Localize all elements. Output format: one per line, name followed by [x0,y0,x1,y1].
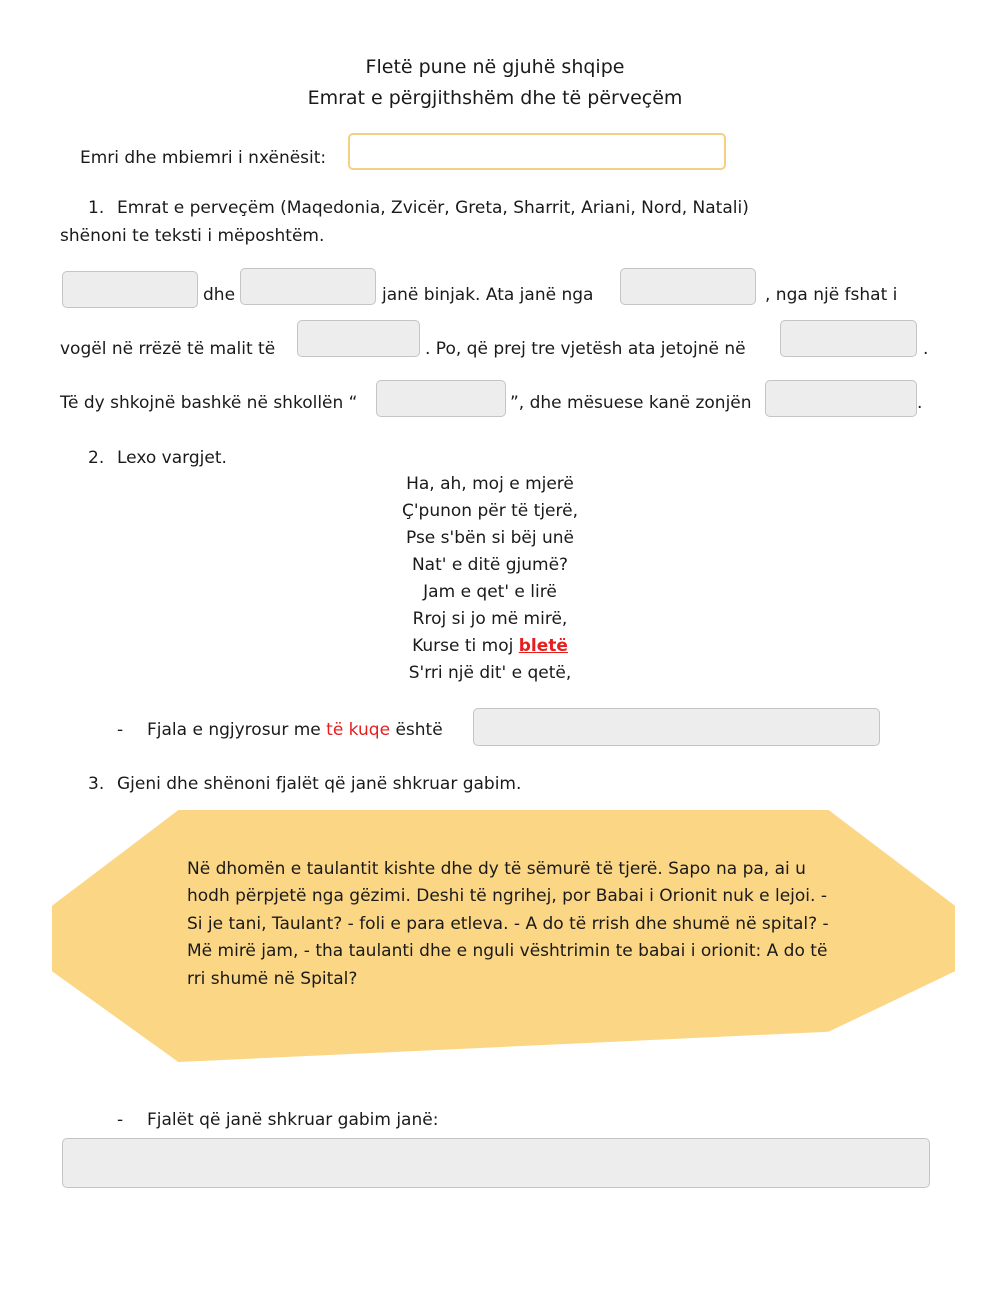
exercise3-number: 3. [88,774,105,794]
misspelled-words-answer-input[interactable] [62,1138,930,1188]
highlighted-word-answer-input[interactable] [473,708,880,746]
poem-line: Rroj si jo më mirë, [412,609,568,629]
text-period-1: . [923,339,929,359]
text-dhe: dhe [203,285,236,305]
poem-line: Pse s'bën si bëj unë [406,528,574,548]
exercise2-question [147,719,443,741]
student-name-label: Emri dhe mbiemri i nxënësit: [80,148,327,168]
exercise2-instruction: Lexo vargjet. [117,448,227,468]
answer-label: Fjalët që janë shkruar gabim janë: [147,1110,439,1130]
blank-3-input[interactable] [620,268,756,305]
highlighted-word: bletë [518,636,568,656]
text-jane-binjak: janë binjak. Ata janë nga [382,285,594,305]
text-nga-nje-fshat: , nga një fshat i [765,285,898,305]
text-te-dy: Të dy shkojnë bashkë në shkollën “ [60,393,358,413]
blank-1-input[interactable] [62,271,198,308]
poem-line-prefix: Kurse ti moj [412,636,514,656]
text-vogel: vogël në rrëzë të malit të [60,339,276,359]
exercise1-instruction: Emrat e perveçëm (Maqedonia, Zvicër, Greta, Sharrit, Ariani, Nord, Natali) [117,198,749,218]
blank-6-input[interactable] [376,380,506,417]
poem-line: Ha, ah, moj e mjerë [406,474,574,494]
student-name-input[interactable] [348,133,726,170]
poem-line: Nat' e ditë gjumë? [411,555,569,575]
text-po-qe-prej: . Po, që prej tre vjetësh ata jetojnë në [425,339,746,359]
poem-line-highlighted [290,636,690,656]
worksheet-subtitle: Emrat e përgjithshëm dhe të përveçëm [307,87,683,109]
blank-7-input[interactable] [765,380,917,417]
blank-5-input[interactable] [780,320,917,357]
exercise1-number: 1. [88,198,105,218]
poem-line: S'rri një dit' e qetë, [408,663,572,683]
question-prefix: Fjala e ngjyrosur me [147,720,321,740]
text-period-2: . [917,393,923,413]
passage-text: Në dhomën e taulantit kishte dhe dy të sëmurë të tjerë. Sapo na pa, ai u hodh përpjetë nga gëzimi. Deshi të ngrihej, por Babai i Orionit nuk e lejoi. - Si je tani, Taulant? - foli e para etleva. - A do të rrish dhe shumë në spital? - Më mirë jam, - tha taulanti dhe e nguli vështrimin te babai i orionit: A do të rri shumë në Spital? [187,859,829,989]
exercise2-number: 2. [88,448,105,468]
text-mesuese: ”, dhe mësuese kanë zonjën [510,393,752,413]
worksheet-title: Fletë pune në gjuhë shqipe [365,56,625,78]
answer-dash: - [117,1110,124,1130]
poem-line: Jam e qet' e lirë [423,582,557,602]
poem-line: Ç'punon për të tjerë, [402,501,578,521]
exercise1-instruction-cont: shënoni te teksti i mëposhtëm. [60,226,325,246]
question-red-text: të kuqe [326,720,391,740]
question-dash: - [117,720,124,740]
question-suffix: është [395,720,443,740]
blank-2-input[interactable] [240,268,376,305]
blank-4-input[interactable] [297,320,420,357]
exercise3-instruction: Gjeni dhe shënoni fjalët që janë shkruar gabim. [117,774,522,794]
